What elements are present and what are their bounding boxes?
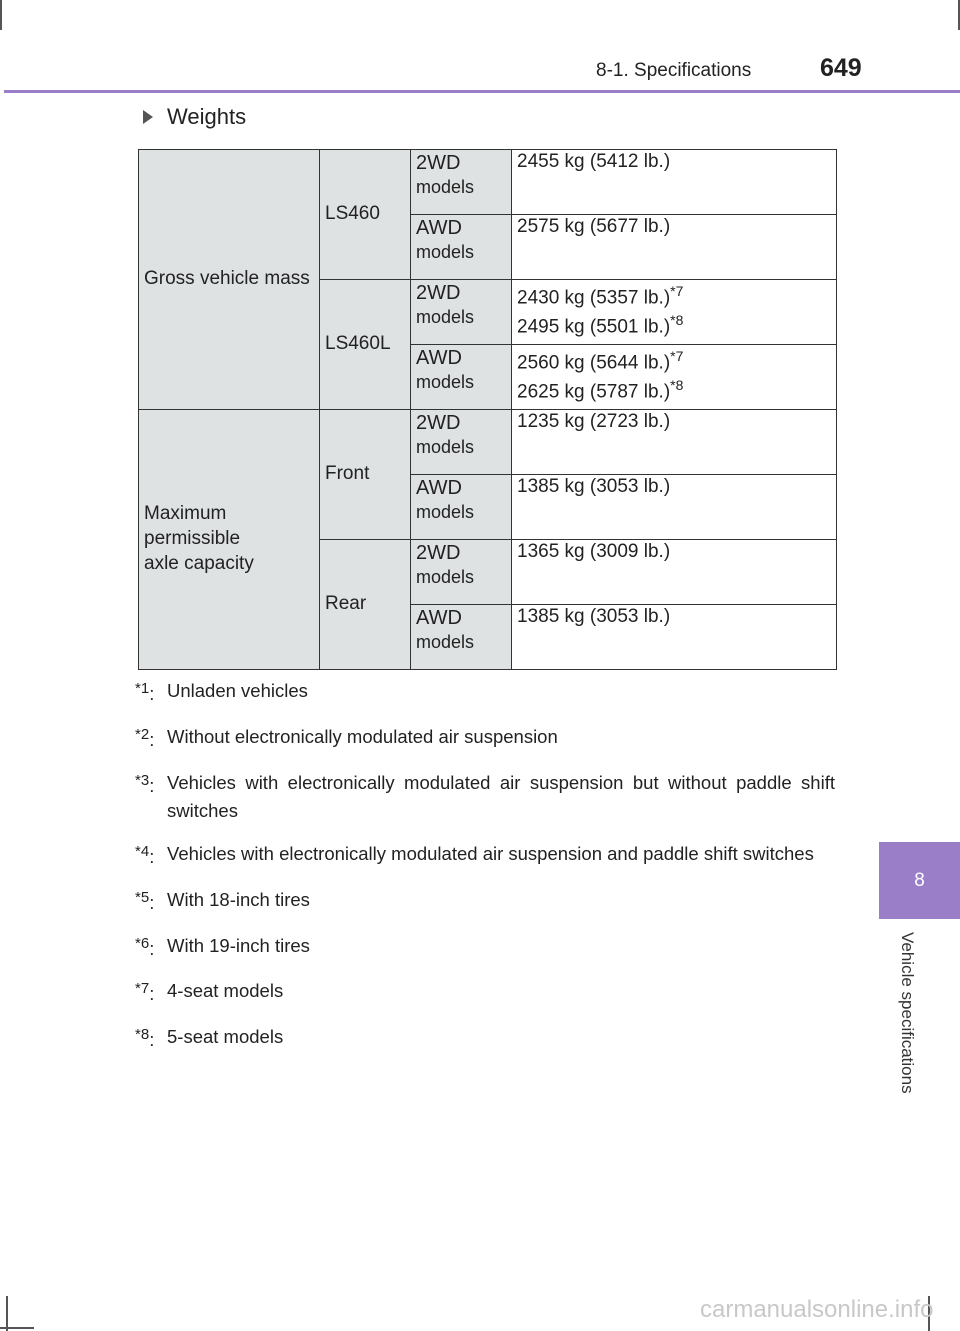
footnote-mark: $^{*2}$: bbox=[135, 725, 155, 750]
drive-type-cell bbox=[411, 280, 512, 345]
page-number: 649 bbox=[820, 54, 862, 82]
footnote-mark: $^{*6}$: bbox=[135, 934, 155, 959]
weight-value-cell bbox=[512, 280, 837, 345]
axle-label-line: axle capacity bbox=[144, 552, 254, 574]
footnote bbox=[135, 932, 835, 964]
footnote-ref: *8 bbox=[670, 377, 684, 394]
drive-type: 2WD bbox=[416, 412, 461, 434]
drive-models: models bbox=[416, 567, 475, 587]
table-row bbox=[139, 150, 837, 215]
crop-mark bbox=[0, 1327, 34, 1329]
footnote-text: Vehicles with electronically modulated air suspension but without paddle shift switches bbox=[167, 771, 835, 822]
weight-value-cell: 1385 kg (3053 lb.) bbox=[512, 475, 837, 540]
section-heading bbox=[143, 104, 246, 130]
footnote-list bbox=[135, 677, 835, 1069]
chapter-tab: 8 bbox=[879, 842, 960, 919]
weight-value: 2560 kg (5644 lb.) bbox=[517, 352, 671, 374]
weight-value-cell: 1385 kg (3053 lb.) bbox=[512, 605, 837, 670]
drive-models: models bbox=[416, 632, 475, 652]
footnote bbox=[135, 886, 835, 918]
weight-value-cell bbox=[512, 345, 837, 410]
drive-models: models bbox=[416, 242, 475, 262]
footnote-ref: *7 bbox=[670, 348, 684, 364]
drive-models: models bbox=[416, 177, 475, 197]
footnote bbox=[135, 1023, 835, 1055]
weight-value-cell: 2455 kg (5412 lb.) bbox=[512, 150, 837, 215]
header-divider bbox=[4, 90, 960, 93]
drive-type: AWD bbox=[416, 217, 462, 239]
footnote bbox=[135, 677, 835, 709]
weight-value: 2625 kg (5787 lb.) bbox=[517, 381, 671, 403]
footnote-text: 5-seat models bbox=[167, 1026, 284, 1048]
drive-type-cell bbox=[411, 605, 512, 670]
weight-value: 2495 kg (5501 lb.) bbox=[517, 316, 671, 338]
footnote-text: With 19-inch tires bbox=[167, 934, 310, 956]
drive-models: models bbox=[416, 437, 475, 457]
table-row bbox=[139, 410, 837, 475]
drive-type: AWD bbox=[416, 347, 462, 369]
drive-type-cell bbox=[411, 475, 512, 540]
axle-label-line: Maximum bbox=[144, 503, 227, 525]
footnote-mark: $^{*3}$: bbox=[135, 771, 155, 796]
drive-type: AWD bbox=[416, 607, 462, 629]
drive-type-cell bbox=[411, 345, 512, 410]
footnote bbox=[135, 977, 835, 1009]
drive-type: AWD bbox=[416, 477, 462, 499]
rear-axle-cell: Rear bbox=[320, 540, 411, 670]
footnote-mark: $^{*1}$: bbox=[135, 680, 155, 705]
drive-type: 2WD bbox=[416, 152, 461, 174]
drive-models: models bbox=[416, 307, 475, 327]
axle-capacity-cell bbox=[139, 410, 320, 670]
drive-type-cell bbox=[411, 410, 512, 475]
crop-mark bbox=[6, 1296, 8, 1331]
footnote-text: With 18-inch tires bbox=[167, 888, 310, 910]
footnote-text: Unladen vehicles bbox=[167, 680, 308, 701]
drive-type-cell bbox=[411, 540, 512, 605]
front-axle-cell: Front bbox=[320, 410, 411, 540]
footnote bbox=[135, 840, 835, 872]
weight-value-cell: 1365 kg (3009 lb.) bbox=[512, 540, 837, 605]
model-ls460l-cell: LS460L bbox=[320, 280, 411, 410]
drive-type-cell bbox=[411, 215, 512, 280]
footnote-text: 4-seat models bbox=[167, 980, 284, 1002]
drive-type: 2WD bbox=[416, 542, 461, 564]
weight-value-line bbox=[517, 282, 831, 311]
watermark: carmanualsonline.info bbox=[700, 1296, 934, 1323]
weight-value-line bbox=[517, 376, 831, 405]
footnote-mark: $^{*4}$: bbox=[135, 843, 155, 868]
section-heading-text: Weights bbox=[167, 104, 247, 129]
weight-value-cell: 2575 kg (5677 lb.) bbox=[512, 215, 837, 280]
footnote-ref: *7 bbox=[670, 283, 684, 299]
weight-value: 2430 kg (5357 lb.) bbox=[517, 287, 671, 309]
footnote-mark: $^{*5}$: bbox=[135, 888, 155, 913]
weight-value-line bbox=[517, 347, 831, 376]
header-section-title: 8-1. Specifications bbox=[596, 60, 752, 81]
triangle-bullet-icon bbox=[143, 110, 153, 124]
gross-vehicle-mass-cell: Gross vehicle mass bbox=[139, 150, 320, 410]
drive-type: 2WD bbox=[416, 282, 461, 304]
crop-mark bbox=[0, 0, 2, 30]
footnote-text: Vehicles with electronically modulated air suspension and paddle shift switches bbox=[167, 843, 814, 864]
footnote-text: Without electronically modulated air suspension bbox=[167, 725, 558, 747]
footnote bbox=[135, 723, 835, 755]
drive-models: models bbox=[416, 502, 475, 522]
model-ls460-cell: LS460 bbox=[320, 150, 411, 280]
axle-label-line: permissible bbox=[144, 528, 241, 550]
chapter-label: Vehicle specifications bbox=[898, 932, 917, 1094]
footnote-ref: *8 bbox=[670, 312, 684, 329]
weight-value-cell: 1235 kg (2723 lb.) bbox=[512, 410, 837, 475]
drive-models: models bbox=[416, 372, 475, 392]
weight-value-line bbox=[517, 311, 831, 340]
weights-table bbox=[138, 149, 837, 670]
footnote-mark: $^{*8}$: bbox=[135, 1026, 155, 1051]
drive-type-cell bbox=[411, 150, 512, 215]
footnote-mark: $^{*7}$: bbox=[135, 980, 155, 1005]
footnote bbox=[135, 769, 835, 826]
